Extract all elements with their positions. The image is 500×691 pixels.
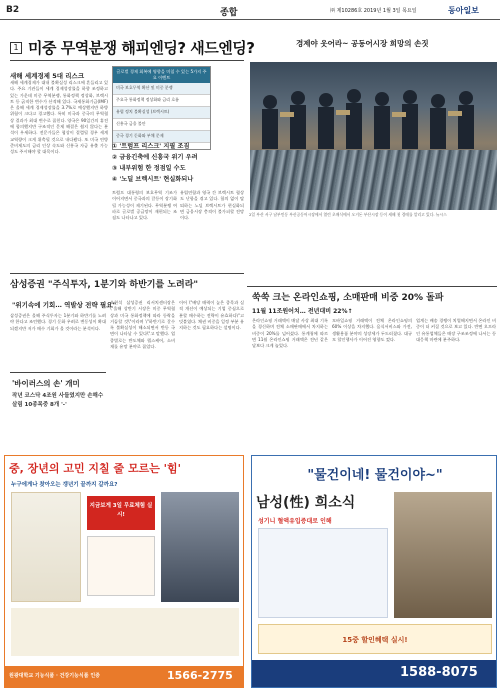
spokesperson-photo [161,492,239,602]
key-point: ④ '노딜 브렉시트' 현실화되나 [112,176,194,183]
key-points [112,141,212,185]
article-column: 트럼프 대통령의 보호무역 기조가 이어지면서 중국과의 갈등이 장기화될 가능성이 제기된다. 무역분쟁 여파로 글로벌 공급망이 재편되는 조짐도 나타나고 있다. [112,190,177,221]
key-point: ③ 내부위험 한 정점일 수도 [112,165,186,172]
section2-quote: "위기속에 기회… 역발상 전략 필요" [12,301,116,309]
ad-subline: 누구에게나 찾아오는 갱년기 끝까지 갈까요? [11,482,118,488]
newspaper-logo: 동아일보 [448,6,479,15]
ad-info-area [11,608,239,656]
article-column: 삼성증권은 올해 주식투자는 1분기와 하반기를 노려야 한다고 조언했다. 경기 둔화 우려로 변동성이 확대되겠지만 저가 매수 기회가 올 것이라는 분석이다. [10,313,106,331]
section4-sub: 작년 코스닥 4조원 사들였지만 손해수 살림 10종목중 8개 '-' [12,393,104,408]
lead-headline: 미중 무역분쟁 해피엔딩? 새드엔딩? [28,39,255,57]
ad-footer [5,666,243,687]
lead-subhead: 새해 세계경제 5대 리스크 [10,72,85,80]
ad-phone[interactable]: 1588-8075 [400,665,478,680]
article-column: 새해 세계경제가 대내 불확실성 리스크에 흔들리고 있다. 주요 기관들이 세계 경제성장률을 하향 조정하고 있는 가운데 미중 무역분쟁, 통화정책 정상화, 브렉시트 등 굵직한 변수가 산적해 있다. 국제통화기금(IMF)은 올해 세계 경제성장률을 3.7%로 예상했지만 하방 위험이 크다고 경고했다. 특히 미국과 중국의 무역협상 결과가 최대 변수로 꼽힌다. 양국은 90일간의 휴전에 합의했지만 구조적인 문제 해결은 쉽지 않다는 분석이 우세하다. 전문가들은 협상이 결렬될 경우 세계 교역량이 크게 위축될 것으로 내다봤다. 또 미국 연방준비제도의 금리 인상 속도와 신흥국 자금 유출 가능성도 주시해야 할 대목이다. [10,80,108,155]
article-column: 오현석 삼성증권 리서치센터장은 \"올해 상반기 시장은 미중 무역협상과 미국 통화정책에 따라 등락을 거듭할 것\"이라며 \"하반기로 갈수록 불확실성이 해소되면서 반등 국면이 나타날 수 있다\"고 말했다. 업종별로는 반도체와 헬스케어, 소비재를 유망 분야로 꼽았다. [110,300,175,350]
divider [247,286,497,287]
ad-product: 남성(性) 희소식 [256,495,356,511]
key-point: ① '트럼프 리스크' 지필 조짐 [112,143,190,150]
ad-offer[interactable]: 지금보게 3일 무료체험 실시! [87,496,155,530]
photo-title: 경제야 웃어라~ 공동어시장 희망의 손짓 [296,39,429,48]
divider [10,273,244,274]
table-row: 중국 경기 둔화와 부채 문제 [113,131,210,143]
article-column: 이어 \"배당 매력이 높은 종목과 실적 개선이 예상되는 기업 중심으로 분할 매수하는 전략이 유효하다\"고 덧붙였다. 채권 비중을 일정 부분 유지하는 것도 필요하다는 설명이다. [179,300,244,331]
article-column: 모바일쇼핑 거래액이 전체 온라인쇼핑의 60% 이상을 차지했다. 음식서비스와 가전, 생활용품 분야의 성장세가 두드러졌다. 대규모 할인행사가 이어진 영향도 컸다. [332,318,412,342]
ad-footer [252,660,496,687]
section4-title: '바이러스의 손' 개미 [12,379,80,388]
ad-headline: 중, 장년의 고민 지칠 줄 모르는 '힘' [9,462,182,475]
section3-title: 쑥쑥 크는 온라인쇼핑, 소매판매 비중 20% 돌파 [252,293,444,303]
article-column: 유럽연합과 영국 간 브렉시트 협상도 난항을 겪고 있다. 합의 없이 탈퇴하는 노딜 브렉시트가 현실화되면 금융시장 충격이 불가피할 전망이다. [180,190,244,221]
photo-caption: 2일 부산 서구 남부민동 부산공동어시장에서 열린 초매식에서 오거돈 부산시장 등이 새해 첫 경매를 알리고 있다. 뉴시스 [249,212,447,217]
ad-phone[interactable]: 1566-2775 [167,669,233,682]
spokesperson-photo [394,492,492,618]
table-row: 신흥국 금융 불안 [113,119,210,131]
section2-title: 삼성증권 "주식투자, 1분기와 하반기를 노려라" [10,280,199,290]
divider [10,372,106,373]
fish-crates [250,150,497,210]
product-image [11,492,81,602]
crowd-illustration [250,62,497,152]
divider [10,60,244,61]
headline-marker: 1 [10,42,22,54]
advertisement-left[interactable] [4,455,244,688]
page-number: B2 [6,5,20,15]
advertisement-right[interactable] [251,455,497,688]
table-row: 유럽 정치 불확실성 (브렉시트) [113,107,210,119]
masthead [0,0,500,20]
ad-feature-list [258,528,388,618]
events-table [112,66,211,150]
table-row: 미국 보호무역 확산 및 미중 분쟁 [113,83,210,95]
ad-detail-box [87,536,155,596]
key-point: ② 금융긴축에 신흥국 위기 우려 [112,154,198,161]
table-title: 글로벌 경제 회복에 영향을 미칠 수 있는 5가지 주요 이벤트 [113,67,210,83]
section-name: 종합 [220,8,238,18]
ad-subline: 성기니 혈액유입증대로 인해 [258,518,332,525]
issue-date: ㈜ 제10286호 2019년 1월 3일 목요일 [330,8,417,14]
article-column: 업계는 배송 경쟁이 치열해지면서 온라인 비중이 더 커질 것으로 보고 있다. 반면 오프라인 유통업체들은 매장 구조조정에 나서는 등 대응책 마련에 분주하다. [416,318,496,342]
ad-promo: 15중 할인혜택 실시! [258,624,492,654]
ad-headline: "물건이네! 물건이야~" [307,468,443,483]
section3-lead: 11월 11조원어치… 전년대비 22%↑ [252,308,353,315]
ad-brand: 원광대학교 기능식품 · 건강기능식품 인증 [9,673,100,679]
article-column: 온라인쇼핑 거래액이 매달 사상 최대 기록을 경신하며 전체 소매판매에서 차지하는 비중이 20%를 넘어섰다. 통계청에 따르면 11월 온라인쇼핑 거래액은 전년 같은 달보다 크게 늘었다. [252,318,328,349]
table-row: 주요국 통화정책 정상화와 금리 흐름 [113,95,210,107]
